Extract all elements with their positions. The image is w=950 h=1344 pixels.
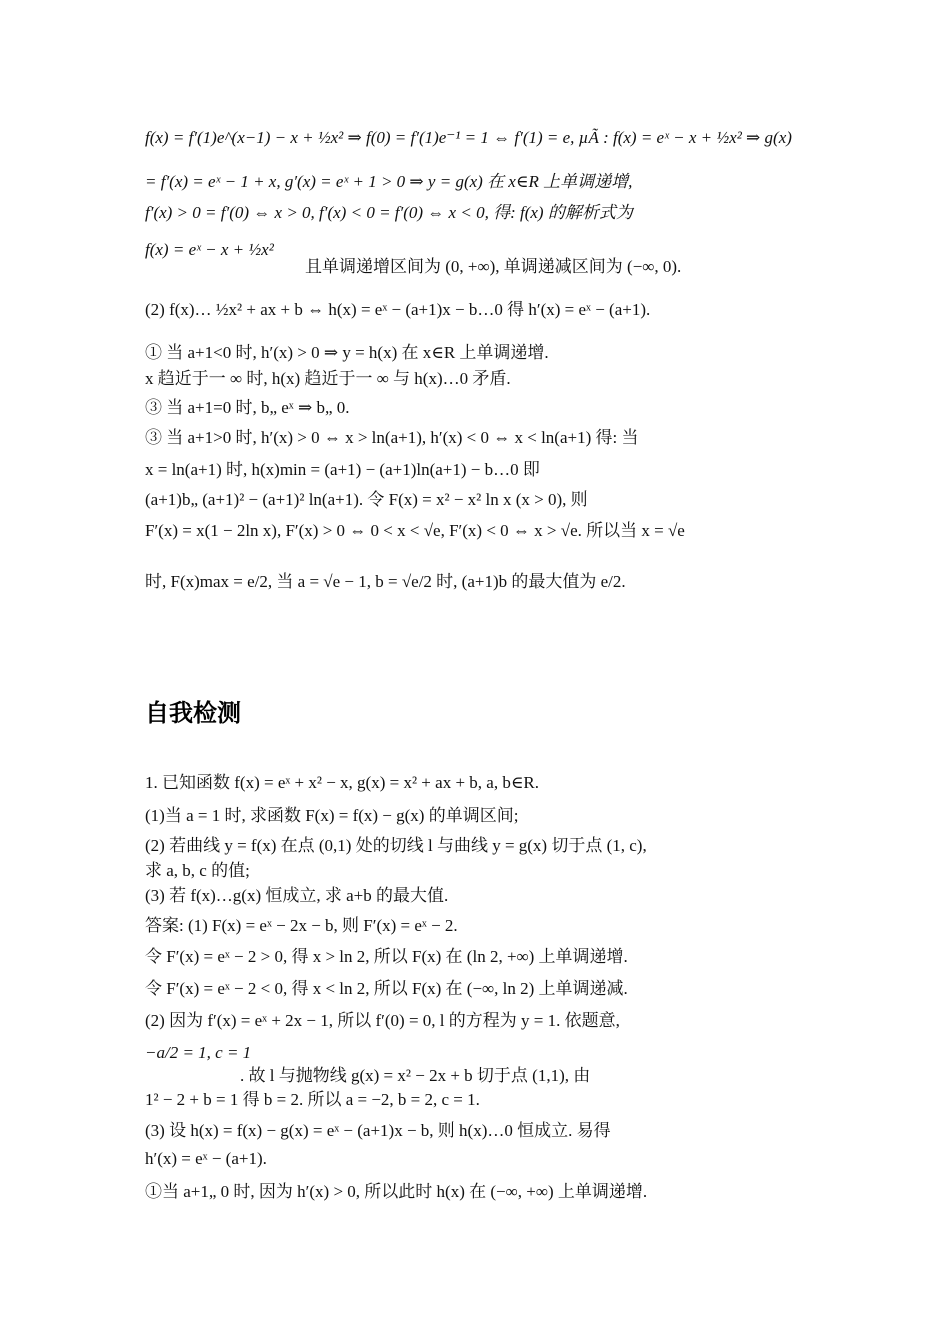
solution-line: 且单调递增区间为 (0, +∞), 单调递减区间为 (−∞, 0).	[305, 257, 682, 276]
exercise-line: (3) 若 f(x)…g(x) 恒成立, 求 a+b 的最大值.	[145, 886, 449, 905]
solution-line: x = ln(a+1) 时, h(x)min = (a+1) − (a+1)ln(a+1) − b…0 即	[145, 460, 540, 479]
solution-line: (2) f(x)… ½x² + ax + b ⇔ h(x) = eˣ − (a+1)x − b…0 得 h′(x) = eˣ − (a+1).	[145, 300, 651, 319]
exercise-line: 1² − 2 + b = 1 得 b = 2. 所以 a = −2, b = 2, c = 1.	[145, 1090, 480, 1109]
exercise-line: 1. 已知函数 f(x) = eˣ + x² − x, g(x) = x² + ax + b, a, b∈R.	[145, 773, 539, 792]
solution-line: f(x) = f′(1)e^(x−1) − x + ½x² ⇒ f(0) = f′(1)e⁻¹ = 1 ⇔ f′(1) = e, µÃ : f(x) = eˣ − x + ½x² ⇒ g(x)	[145, 128, 792, 147]
solution-line: F′(x) = x(1 − 2ln x), F′(x) > 0 ⇔ 0 < x < √e, F′(x) < 0 ⇔ x > √e. 所以当 x = √e	[145, 521, 685, 540]
exercise-line: ①当 a+1„ 0 时, 因为 h′(x) > 0, 所以此时 h(x) 在 (−∞, +∞) 上单调递增.	[145, 1182, 648, 1201]
solution-line: ③ 当 a+1=0 时, b„ eˣ ⇒ b„ 0.	[145, 398, 350, 417]
exercise-line: 答案: (1) F(x) = eˣ − 2x − b, 则 F′(x) = eˣ − 2.	[145, 916, 458, 935]
exercise-line: 令 F′(x) = eˣ − 2 < 0, 得 x < ln 2, 所以 F(x) 在 (−∞, ln 2) 上单调递减.	[145, 979, 628, 998]
solution-line: (a+1)b„ (a+1)² − (a+1)² ln(a+1). 令 F(x) = x² − x² ln x (x > 0), 则	[145, 490, 588, 509]
section-heading: 自我检测	[145, 699, 241, 727]
exercise-line: . 故 l 与抛物线 g(x) = x² − 2x + b 切于点 (1,1), 由	[240, 1066, 591, 1085]
solution-line: ① 当 a+1<0 时, h′(x) > 0 ⇒ y = h(x) 在 x∈R 上单调递增.	[145, 343, 549, 362]
exercise-line: −a/2 = 1, c = 1	[145, 1043, 252, 1062]
solution-line: = f′(x) = eˣ − 1 + x, g′(x) = eˣ + 1 > 0 ⇒ y = g(x) 在 x∈R 上单调递增,	[145, 172, 633, 191]
exercise-line: (1)当 a = 1 时, 求函数 F(x) = f(x) − g(x) 的单调区间;	[145, 806, 519, 825]
solution-line: x 趋近于一 ∞ 时, h(x) 趋近于一 ∞ 与 h(x)…0 矛盾.	[145, 369, 511, 388]
exercise-line: (2) 若曲线 y = f(x) 在点 (0,1) 处的切线 l 与曲线 y = g(x) 切于点 (1, c),	[145, 836, 647, 855]
exercise-line: (3) 设 h(x) = f(x) − g(x) = eˣ − (a+1)x − b, 则 h(x)…0 恒成立. 易得	[145, 1121, 611, 1140]
solution-line: f(x) = eˣ − x + ½x²	[145, 240, 274, 259]
exercise-line: 求 a, b, c 的值;	[145, 861, 250, 880]
exercise-line: 令 F′(x) = eˣ − 2 > 0, 得 x > ln 2, 所以 F(x) 在 (ln 2, +∞) 上单调递增.	[145, 947, 628, 966]
solution-line: f′(x) > 0 = f′(0) ⇔ x > 0, f′(x) < 0 = f′(0) ⇔ x < 0, 得: f(x) 的解析式为	[145, 203, 633, 222]
exercise-line: h′(x) = eˣ − (a+1).	[145, 1149, 267, 1168]
exercise-line: (2) 因为 f′(x) = eˣ + 2x − 1, 所以 f′(0) = 0, l 的方程为 y = 1. 依题意,	[145, 1011, 620, 1030]
solution-line: ③ 当 a+1>0 时, h′(x) > 0 ⇔ x > ln(a+1), h′(x) < 0 ⇔ x < ln(a+1) 得: 当	[145, 428, 639, 447]
solution-line: 时, F(x)max = e/2, 当 a = √e − 1, b = √e/2 时, (a+1)b 的最大值为 e/2.	[145, 572, 626, 591]
